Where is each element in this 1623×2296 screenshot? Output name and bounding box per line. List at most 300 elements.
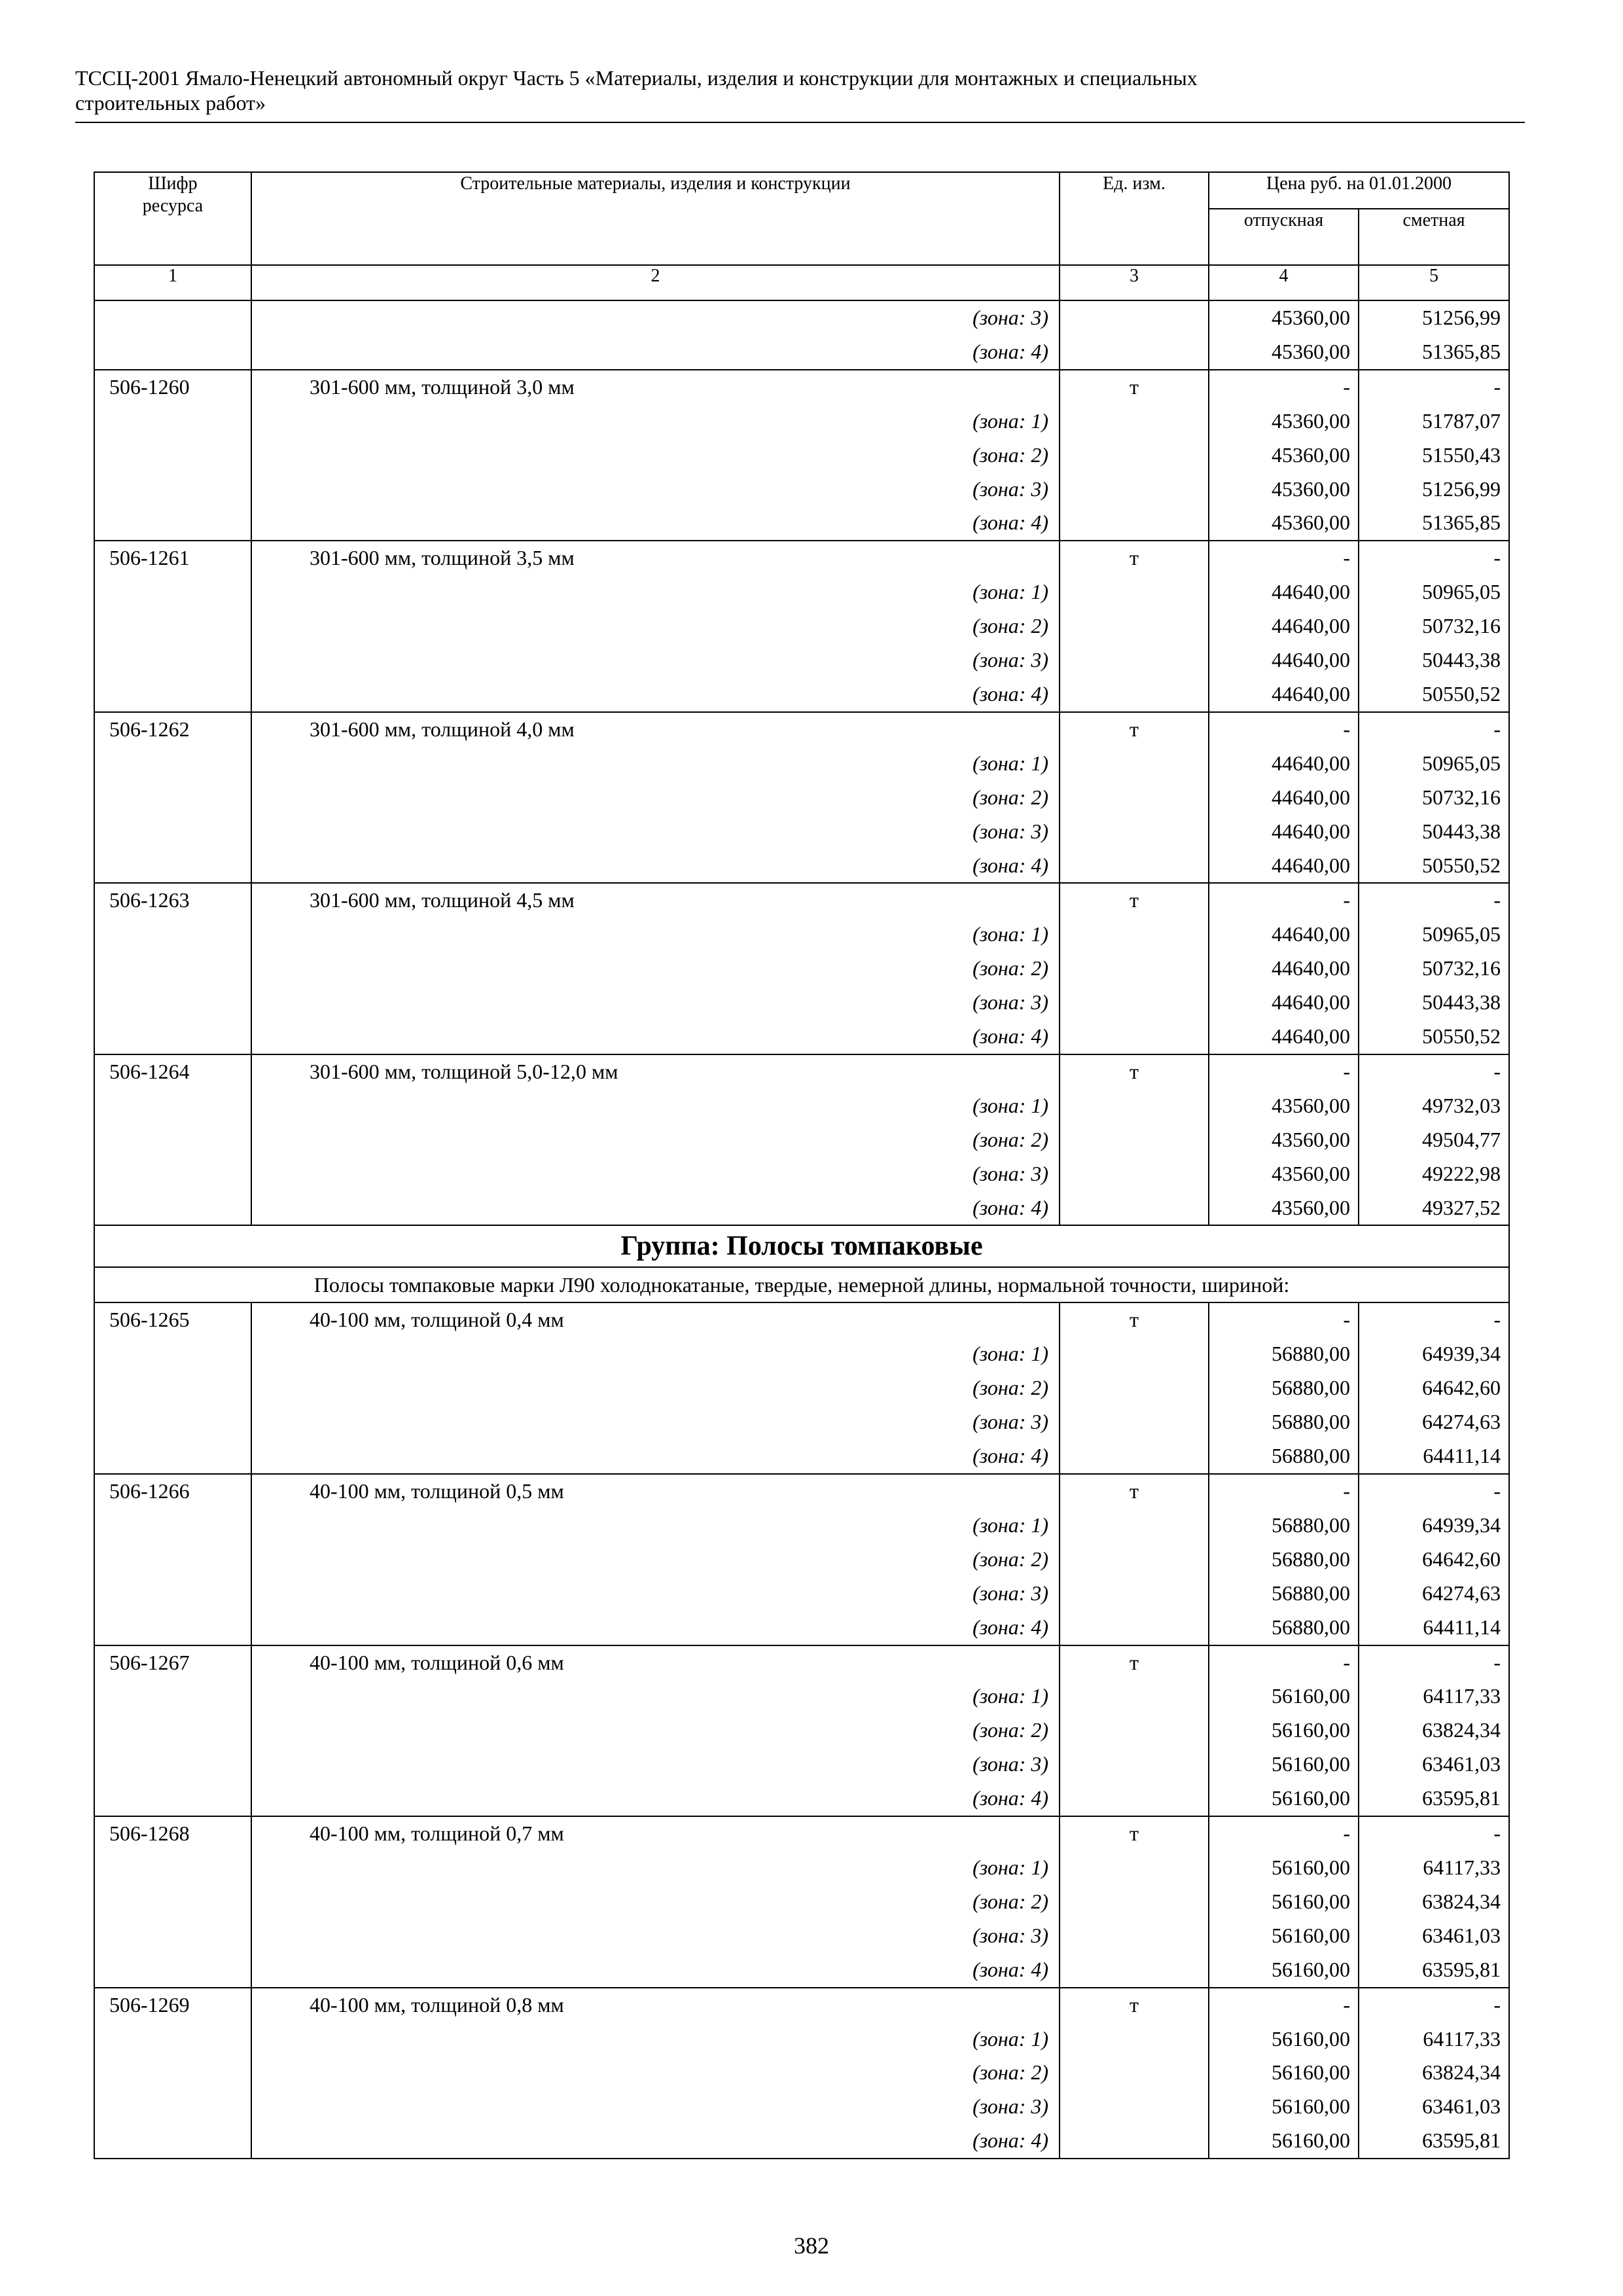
zone-row (94, 1713, 1509, 1748)
code-cell (94, 1543, 251, 1577)
zone-label: (зона: 1) (251, 1851, 1060, 1885)
resource-name: 40-100 мм, толщиной 0,7 мм (251, 1816, 1060, 1851)
code-cell (94, 1371, 251, 1405)
zone-label: (зона: 3) (251, 300, 1060, 335)
zone-label: (зона: 3) (251, 1405, 1060, 1439)
zone-label: (зона: 1) (251, 1509, 1060, 1543)
release-price: 43560,00 (1209, 1089, 1359, 1123)
zone-label: (зона: 1) (251, 575, 1060, 609)
zone-row (94, 1679, 1509, 1713)
unit-cell (1060, 1439, 1209, 1474)
group-description-row (94, 1267, 1509, 1302)
release-price: 56160,00 (1209, 1885, 1359, 1919)
resource-code: 506-1264 (94, 1054, 251, 1089)
zone-row (94, 1337, 1509, 1371)
zone-label: (зона: 4) (251, 1191, 1060, 1226)
zone-label: (зона: 2) (251, 1713, 1060, 1748)
estimate-price: 51787,07 (1359, 404, 1509, 439)
unit-cell (1060, 1611, 1209, 1645)
zone-row (94, 1020, 1509, 1054)
zone-row (94, 1748, 1509, 1782)
resource-name: 40-100 мм, толщиной 0,4 мм (251, 1302, 1060, 1337)
zone-label: (зона: 3) (251, 1577, 1060, 1611)
estimate-price: 63461,03 (1359, 1919, 1509, 1953)
release-price: 43560,00 (1209, 1157, 1359, 1191)
zone-row (94, 2056, 1509, 2090)
release-price: - (1209, 883, 1359, 918)
zone-label: (зона: 4) (251, 677, 1060, 712)
code-cell (94, 1748, 251, 1782)
zone-label: (зона: 4) (251, 335, 1060, 370)
page-header (75, 65, 1522, 115)
code-cell (94, 849, 251, 884)
resource-name: 40-100 мм, толщиной 0,6 мм (251, 1645, 1060, 1680)
zone-row (94, 1405, 1509, 1439)
estimate-price: 50443,38 (1359, 986, 1509, 1020)
estimate-price: - (1359, 1816, 1509, 1851)
code-cell (94, 1337, 251, 1371)
zone-row (94, 677, 1509, 712)
estimate-price: 50965,05 (1359, 575, 1509, 609)
code-cell (94, 952, 251, 986)
estimate-price: 63595,81 (1359, 2124, 1509, 2159)
resource-code: 506-1261 (94, 541, 251, 575)
zone-label: (зона: 4) (251, 2124, 1060, 2159)
resource-unit: т (1060, 1645, 1209, 1680)
unit-cell (1060, 643, 1209, 677)
resource-row (94, 1302, 1509, 1337)
release-price: 45360,00 (1209, 473, 1359, 507)
release-price: 56160,00 (1209, 2056, 1359, 2090)
resource-unit: т (1060, 712, 1209, 747)
unit-cell (1060, 1577, 1209, 1611)
estimate-price: 64411,14 (1359, 1611, 1509, 1645)
estimate-price: - (1359, 370, 1509, 404)
zone-row (94, 849, 1509, 884)
unit-cell (1060, 1371, 1209, 1405)
estimate-price: - (1359, 1988, 1509, 2022)
release-price: 44640,00 (1209, 781, 1359, 815)
code-cell (94, 2022, 251, 2056)
estimate-price: 50443,38 (1359, 815, 1509, 849)
release-price: 56160,00 (1209, 1782, 1359, 1816)
estimate-price: 49504,77 (1359, 1123, 1509, 1157)
zone-label: (зона: 3) (251, 643, 1060, 677)
code-cell (94, 815, 251, 849)
estimate-price: 63461,03 (1359, 2090, 1509, 2124)
code-cell (94, 1611, 251, 1645)
estimate-price: - (1359, 712, 1509, 747)
zone-label: (зона: 1) (251, 2022, 1060, 2056)
release-price: 56880,00 (1209, 1337, 1359, 1371)
unit-cell (1060, 1123, 1209, 1157)
code-cell (94, 2090, 251, 2124)
unit-cell (1060, 1191, 1209, 1226)
zone-label: (зона: 3) (251, 815, 1060, 849)
release-price: 44640,00 (1209, 849, 1359, 884)
column-number: 5 (1359, 265, 1509, 300)
column-number: 1 (94, 265, 251, 300)
estimate-price: 63824,34 (1359, 2056, 1509, 2090)
unit-cell (1060, 815, 1209, 849)
unit-cell (1060, 1543, 1209, 1577)
resource-row (94, 1054, 1509, 1089)
resource-code: 506-1266 (94, 1474, 251, 1509)
release-price: 56160,00 (1209, 2124, 1359, 2159)
estimate-price: 64939,34 (1359, 1337, 1509, 1371)
unit-cell (1060, 506, 1209, 541)
column-number: 2 (251, 265, 1060, 300)
release-price: - (1209, 1302, 1359, 1337)
estimate-price: 50732,16 (1359, 952, 1509, 986)
zone-label: (зона: 1) (251, 404, 1060, 439)
zone-row (94, 781, 1509, 815)
zone-row (94, 986, 1509, 1020)
estimate-price: 49222,98 (1359, 1157, 1509, 1191)
header-line-1: ТССЦ-2001 Ямало-Ненецкий автономный округ Часть 5 «Материалы, изделия и конструкции для монтажных и специальных (75, 66, 1198, 90)
zone-row (94, 1157, 1509, 1191)
col-header-release: отпускная (1209, 209, 1359, 265)
unit-cell (1060, 747, 1209, 781)
zone-label: (зона: 1) (251, 747, 1060, 781)
resource-row (94, 883, 1509, 918)
resource-name: 301-600 мм, толщиной 5,0-12,0 мм (251, 1054, 1060, 1089)
zone-row (94, 1611, 1509, 1645)
col-header-name: Строительные материалы, изделия и конструкции (251, 172, 1060, 265)
estimate-price: 63824,34 (1359, 1713, 1509, 1748)
zone-label: (зона: 3) (251, 986, 1060, 1020)
code-cell (94, 781, 251, 815)
release-price: 44640,00 (1209, 609, 1359, 643)
unit-cell (1060, 1713, 1209, 1748)
zone-row (94, 1543, 1509, 1577)
release-price: 56880,00 (1209, 1405, 1359, 1439)
zone-row (94, 815, 1509, 849)
release-price: 56880,00 (1209, 1543, 1359, 1577)
zone-label: (зона: 2) (251, 1123, 1060, 1157)
code-cell (94, 1885, 251, 1919)
group-title: Группа: Полосы томпаковые (94, 1225, 1509, 1267)
estimate-price: 63824,34 (1359, 1885, 1509, 1919)
unit-cell (1060, 439, 1209, 473)
zone-row (94, 2090, 1509, 2124)
zone-row (94, 1089, 1509, 1123)
zone-label: (зона: 4) (251, 849, 1060, 884)
release-price: 45360,00 (1209, 335, 1359, 370)
release-price: 45360,00 (1209, 300, 1359, 335)
unit-cell (1060, 1157, 1209, 1191)
code-cell (94, 918, 251, 952)
zone-row (94, 1577, 1509, 1611)
code-cell (94, 473, 251, 507)
code-cell (94, 1191, 251, 1226)
unit-cell (1060, 781, 1209, 815)
code-cell (94, 1123, 251, 1157)
estimate-price: 51550,43 (1359, 439, 1509, 473)
col-header-estimate: сметная (1359, 209, 1509, 265)
resource-name: 40-100 мм, толщиной 0,8 мм (251, 1988, 1060, 2022)
code-cell (94, 677, 251, 712)
unit-cell (1060, 952, 1209, 986)
unit-cell (1060, 1679, 1209, 1713)
resource-unit: т (1060, 1474, 1209, 1509)
zone-row (94, 952, 1509, 986)
estimate-price: 50550,52 (1359, 849, 1509, 884)
resource-code: 506-1265 (94, 1302, 251, 1337)
estimate-price: 64117,33 (1359, 1679, 1509, 1713)
code-cell (94, 1157, 251, 1191)
zone-row (94, 1885, 1509, 1919)
unit-cell (1060, 300, 1209, 335)
estimate-price: 63595,81 (1359, 1782, 1509, 1816)
release-price: 44640,00 (1209, 918, 1359, 952)
resource-row (94, 541, 1509, 575)
unit-cell (1060, 918, 1209, 952)
release-price: 44640,00 (1209, 747, 1359, 781)
code-cell (94, 643, 251, 677)
resource-row (94, 370, 1509, 404)
zone-row (94, 1851, 1509, 1885)
release-price: 44640,00 (1209, 677, 1359, 712)
zone-label: (зона: 1) (251, 918, 1060, 952)
resource-code: 506-1262 (94, 712, 251, 747)
estimate-price: 50732,16 (1359, 781, 1509, 815)
estimate-price: - (1359, 1302, 1509, 1337)
resource-unit: т (1060, 1816, 1209, 1851)
release-price: 56160,00 (1209, 1713, 1359, 1748)
estimate-price: 51365,85 (1359, 506, 1509, 541)
zone-label: (зона: 2) (251, 439, 1060, 473)
unit-cell (1060, 849, 1209, 884)
unit-cell (1060, 986, 1209, 1020)
unit-cell (1060, 609, 1209, 643)
zone-row (94, 1782, 1509, 1816)
group-title-row (94, 1225, 1509, 1267)
col-header-price: Цена руб. на 01.01.2000 (1209, 172, 1509, 209)
estimate-price: - (1359, 1054, 1509, 1089)
resource-name: 301-600 мм, толщиной 3,0 мм (251, 370, 1060, 404)
group-description: Полосы томпаковые марки Л90 холоднокатаные, твердые, немерной длины, нормальной точности, шириной: (94, 1267, 1509, 1302)
release-price: 45360,00 (1209, 506, 1359, 541)
resource-row (94, 712, 1509, 747)
resource-name: 301-600 мм, толщиной 3,5 мм (251, 541, 1060, 575)
release-price: 56160,00 (1209, 1679, 1359, 1713)
resource-row (94, 1988, 1509, 2022)
resource-name: 40-100 мм, толщиной 0,5 мм (251, 1474, 1060, 1509)
unit-cell (1060, 2056, 1209, 2090)
unit-cell (1060, 1405, 1209, 1439)
estimate-price: 50965,05 (1359, 747, 1509, 781)
zone-row (94, 609, 1509, 643)
estimate-price: 50550,52 (1359, 1020, 1509, 1054)
code-cell (94, 1577, 251, 1611)
code-cell (94, 404, 251, 439)
code-cell (94, 575, 251, 609)
column-numbers-row (94, 265, 1509, 300)
zone-label: (зона: 4) (251, 1953, 1060, 1988)
resource-code: 506-1268 (94, 1816, 251, 1851)
zone-label: (зона: 2) (251, 952, 1060, 986)
release-price: - (1209, 1816, 1359, 1851)
estimate-price: - (1359, 1474, 1509, 1509)
release-price: - (1209, 370, 1359, 404)
resource-code: 506-1263 (94, 883, 251, 918)
code-cell (94, 1713, 251, 1748)
unit-cell (1060, 335, 1209, 370)
zone-label: (зона: 3) (251, 473, 1060, 507)
release-price: - (1209, 1474, 1359, 1509)
estimate-price: 64274,63 (1359, 1577, 1509, 1611)
release-price: 44640,00 (1209, 986, 1359, 1020)
resource-unit: т (1060, 1988, 1209, 2022)
zone-label: (зона: 3) (251, 1157, 1060, 1191)
resource-row (94, 1645, 1509, 1680)
zone-row (94, 1439, 1509, 1474)
zone-label: (зона: 2) (251, 781, 1060, 815)
code-cell (94, 2056, 251, 2090)
release-price: 56160,00 (1209, 1748, 1359, 1782)
zone-label: (зона: 4) (251, 1020, 1060, 1054)
estimate-price: 50443,38 (1359, 643, 1509, 677)
zone-label: (зона: 1) (251, 1679, 1060, 1713)
unit-cell (1060, 1851, 1209, 1885)
estimate-price: 51256,99 (1359, 300, 1509, 335)
release-price: 56160,00 (1209, 2022, 1359, 2056)
code-cell (94, 1509, 251, 1543)
estimate-price: 64117,33 (1359, 1851, 1509, 1885)
code-cell (94, 506, 251, 541)
code-cell (94, 1919, 251, 1953)
code-cell (94, 1089, 251, 1123)
estimate-price: 63461,03 (1359, 1748, 1509, 1782)
zone-label: (зона: 4) (251, 1439, 1060, 1474)
code-cell (94, 1851, 251, 1885)
code-cell (94, 609, 251, 643)
release-price: 45360,00 (1209, 439, 1359, 473)
release-price: 43560,00 (1209, 1123, 1359, 1157)
release-price: 56160,00 (1209, 1953, 1359, 1988)
zone-label: (зона: 3) (251, 1919, 1060, 1953)
resource-row (94, 1816, 1509, 1851)
release-price: 44640,00 (1209, 1020, 1359, 1054)
release-price: 56880,00 (1209, 1611, 1359, 1645)
unit-cell (1060, 2124, 1209, 2159)
code-cell (94, 2124, 251, 2159)
resource-code: 506-1269 (94, 1988, 251, 2022)
code-cell (94, 1782, 251, 1816)
release-price: 43560,00 (1209, 1191, 1359, 1226)
zone-row (94, 1953, 1509, 1988)
release-price: 56880,00 (1209, 1439, 1359, 1474)
estimate-price: - (1359, 1645, 1509, 1680)
estimate-price: 64117,33 (1359, 2022, 1509, 2056)
resource-unit: т (1060, 1054, 1209, 1089)
zone-row (94, 2022, 1509, 2056)
unit-cell (1060, 1337, 1209, 1371)
unit-cell (1060, 1919, 1209, 1953)
col-header-unit: Ед. изм. (1060, 172, 1209, 265)
zone-row (94, 747, 1509, 781)
release-price: - (1209, 712, 1359, 747)
price-table (94, 171, 1510, 2159)
code-cell (94, 1405, 251, 1439)
zone-label: (зона: 1) (251, 1089, 1060, 1123)
page-number: 382 (794, 2233, 829, 2259)
zone-row (94, 643, 1509, 677)
zone-label: (зона: 2) (251, 2056, 1060, 2090)
estimate-price: 50732,16 (1359, 609, 1509, 643)
zone-label: (зона: 3) (251, 2090, 1060, 2124)
zone-row (94, 1123, 1509, 1157)
zone-label: (зона: 4) (251, 1782, 1060, 1816)
code-cell (94, 1020, 251, 1054)
estimate-price: 51256,99 (1359, 473, 1509, 507)
release-price: 56880,00 (1209, 1577, 1359, 1611)
code-cell (94, 986, 251, 1020)
zone-label: (зона: 4) (251, 506, 1060, 541)
resource-unit: т (1060, 541, 1209, 575)
unit-cell (1060, 1885, 1209, 1919)
zone-label: (зона: 2) (251, 1885, 1060, 1919)
zone-row (94, 473, 1509, 507)
col-header-code: Шифр ресурса (94, 172, 251, 265)
zone-label: (зона: 2) (251, 1371, 1060, 1405)
estimate-price: - (1359, 883, 1509, 918)
release-price: 56160,00 (1209, 2090, 1359, 2124)
unit-cell (1060, 404, 1209, 439)
zone-row (94, 575, 1509, 609)
unit-cell (1060, 1089, 1209, 1123)
release-price: - (1209, 1645, 1359, 1680)
zone-row (94, 300, 1509, 335)
zone-row (94, 2124, 1509, 2159)
estimate-price: - (1359, 541, 1509, 575)
code-cell (94, 747, 251, 781)
zone-label: (зона: 3) (251, 1748, 1060, 1782)
estimate-price: 64642,60 (1359, 1371, 1509, 1405)
release-price: 44640,00 (1209, 815, 1359, 849)
estimate-price: 64939,34 (1359, 1509, 1509, 1543)
column-number: 4 (1209, 265, 1359, 300)
zone-row (94, 404, 1509, 439)
release-price: 56880,00 (1209, 1371, 1359, 1405)
zone-row (94, 1919, 1509, 1953)
unit-cell (1060, 1748, 1209, 1782)
resource-unit: т (1060, 1302, 1209, 1337)
resource-name: 301-600 мм, толщиной 4,5 мм (251, 883, 1060, 918)
code-cell (94, 439, 251, 473)
zone-row (94, 1371, 1509, 1405)
estimate-price: 51365,85 (1359, 335, 1509, 370)
zone-row (94, 918, 1509, 952)
estimate-price: 49327,52 (1359, 1191, 1509, 1226)
estimate-price: 64642,60 (1359, 1543, 1509, 1577)
zone-row (94, 1509, 1509, 1543)
release-price: 44640,00 (1209, 952, 1359, 986)
code-cell (94, 1679, 251, 1713)
unit-cell (1060, 575, 1209, 609)
release-price: - (1209, 1054, 1359, 1089)
unit-cell (1060, 1782, 1209, 1816)
resource-code: 506-1267 (94, 1645, 251, 1680)
estimate-price: 50550,52 (1359, 677, 1509, 712)
estimate-price: 64274,63 (1359, 1405, 1509, 1439)
unit-cell (1060, 2022, 1209, 2056)
zone-label: (зона: 4) (251, 1611, 1060, 1645)
zone-row (94, 506, 1509, 541)
unit-cell (1060, 1020, 1209, 1054)
estimate-price: 49732,03 (1359, 1089, 1509, 1123)
